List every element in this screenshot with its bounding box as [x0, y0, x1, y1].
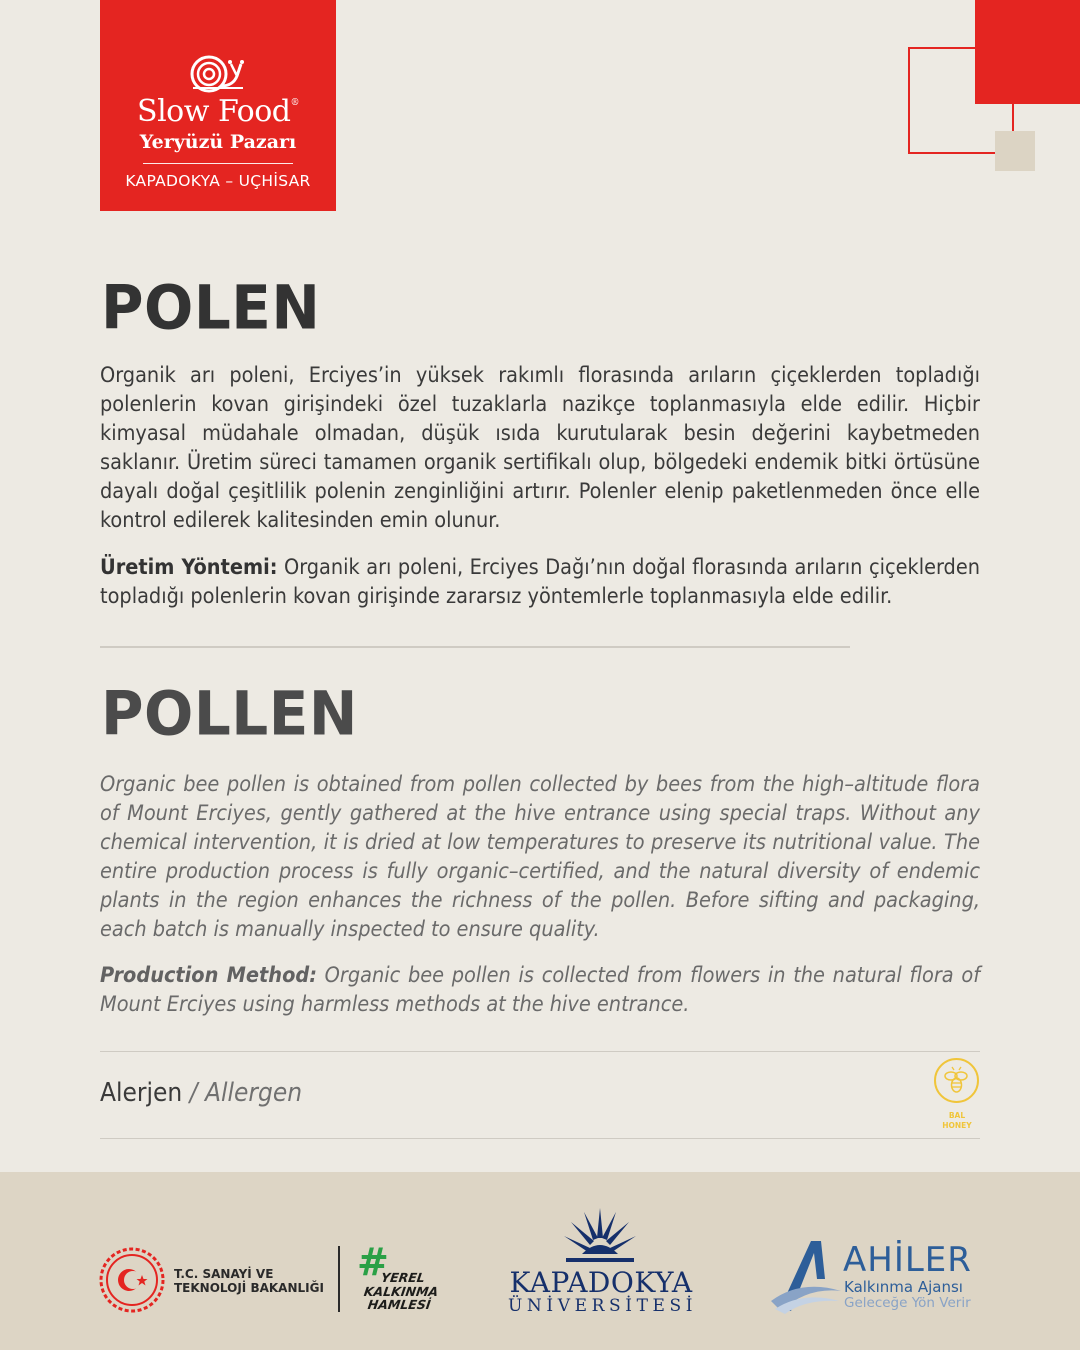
allergen-label-tr: Alerjen	[100, 1078, 183, 1108]
method-label-turkish: Üretim Yöntemi:	[100, 555, 278, 580]
method-text-turkish: Organik arı poleni, Erciyes Dağı’nın doğal florasında arıların çiçeklerden topladığı polenlerin kovan girişinde zararsız yöntemlerle toplanmasıyla elde edilir.	[100, 555, 980, 609]
agency-name: AHİLER	[843, 1240, 972, 1280]
corner-decoration-beige	[995, 131, 1035, 171]
campaign-name: YEREL KALKINMA HAMLESİ	[362, 1270, 440, 1312]
allergen-top-divider	[100, 1051, 980, 1052]
slow-food-logo	[100, 0, 336, 211]
title-turkish: POLEN	[101, 272, 321, 344]
ministry-name: T.C. SANAYİ VE TEKNOLOJİ BAKANLIĞI	[174, 1267, 324, 1295]
allergen-label-en: / Allergen	[182, 1078, 303, 1108]
agency-tagline: Geleceğe Yön Verir	[844, 1295, 971, 1311]
footer-separator	[338, 1246, 340, 1312]
allergen-bottom-divider	[100, 1138, 980, 1139]
logo-divider	[143, 163, 293, 164]
bee-icon	[933, 1057, 980, 1104]
section-divider	[100, 646, 850, 648]
method-turkish	[100, 553, 980, 611]
agency-logo-icon	[771, 1239, 841, 1314]
method-english	[100, 961, 980, 1019]
brand-subtitle: Yeryüzü Pazarı	[139, 131, 297, 153]
brand-location: KAPADOKYA – UÇHİSAR	[125, 172, 311, 190]
snail-icon	[185, 52, 249, 96]
allergen-label	[100, 1078, 302, 1108]
description-turkish: Organik arı poleni, Erciyes’in yüksek rakımlı florasında arıların çiçeklerden topladığı polenlerin kovan girişindeki özel tuzaklarla nazikçe toplanmasıyla elde edilir. Hiçbir kimyasal müdahale olmadan, düşük ısıda kurutularak besin değerini kaybetmeden saklanır. Üretim süreci tamamen organik sertifikalı olup, bölgedeki endemik bitki örtüsüne dayalı doğal çeşitlilik polenin zenginliğini artırır. Polenler elenip paketlenmeden önce elle kontrol edilerek kalitesinden emin olunur.	[100, 363, 980, 533]
campaign-hash-icon: #	[357, 1240, 389, 1284]
ministry-emblem-icon	[99, 1247, 165, 1313]
university-name: KAPADOKYA	[509, 1266, 693, 1299]
method-text-english: Organic bee pollen is collected from flowers in the natural flora of Mount Erciyes using harmless methods at the hive entrance.	[100, 963, 981, 1017]
brand-name: Slow Food®	[137, 94, 299, 129]
university-subtitle: ÜNİVERSİTESİ	[508, 1296, 698, 1316]
allergen-item: BAL HONEY	[942, 1111, 972, 1130]
university-sun-icon	[562, 1208, 638, 1266]
title-english: POLLEN	[101, 678, 358, 750]
agency-subtitle: Kalkınma Ajansı	[844, 1278, 963, 1296]
method-label-english: Production Method:	[100, 963, 317, 988]
description-english: Organic bee pollen is obtained from pollen collected by bees from the high–altitude flora of Mount Erciyes, gently gathered at the hive entrance using special traps. Without any chemical intervention, it is dried at low temperatures to preserve its nutritional value. The entire production process is fully organic–certified, and the natural diversity of endemic plants in the region enhances the richness of the pollen. Before sifting and packaging, each batch is manually inspected to ensure quality.	[100, 772, 980, 942]
